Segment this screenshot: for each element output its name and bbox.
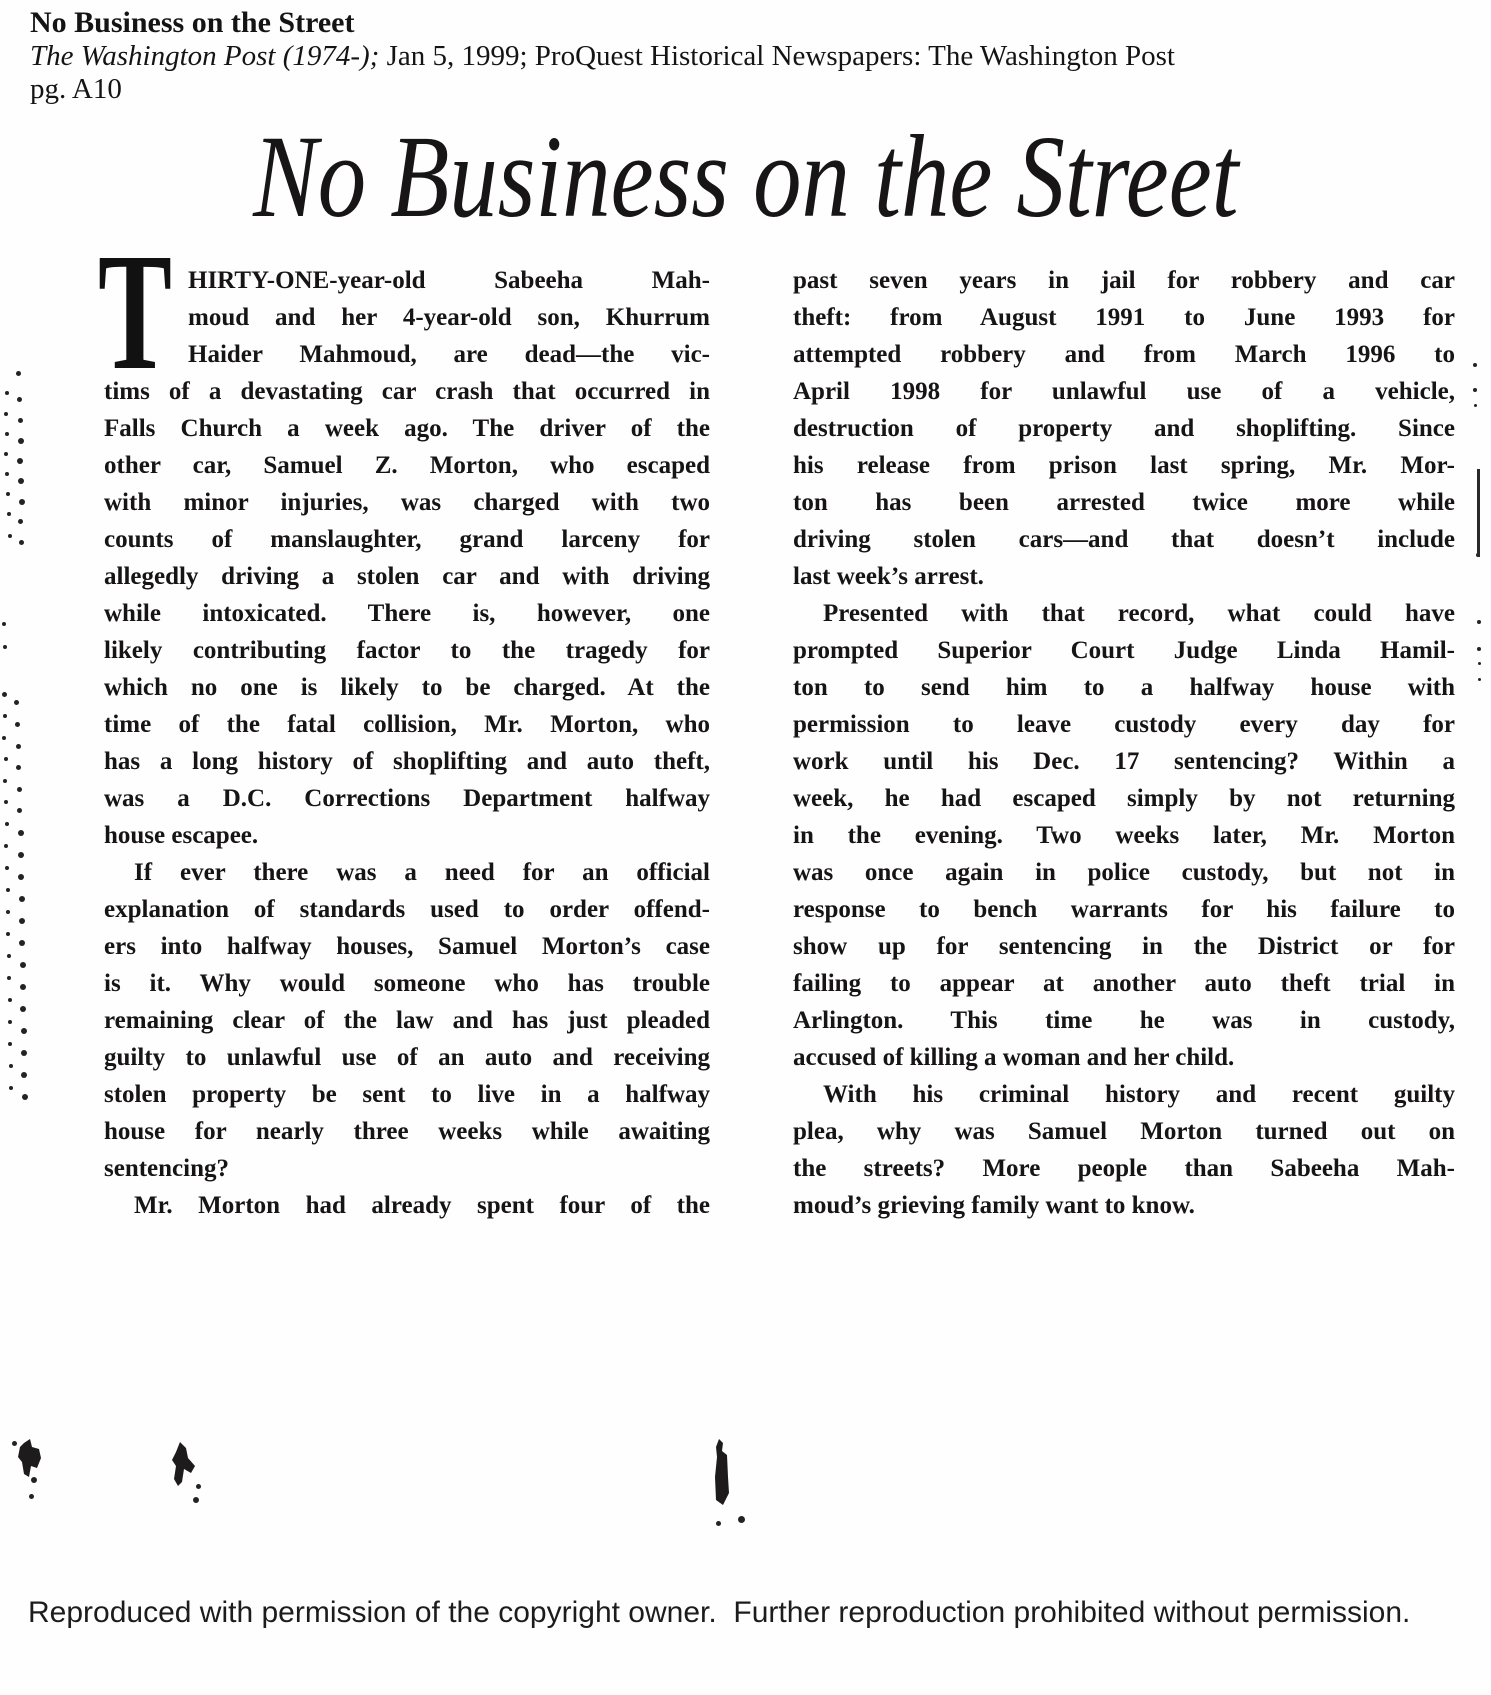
ink-speck	[21, 1050, 27, 1056]
ink-speck	[17, 397, 22, 402]
article-line: driving stolen cars—and that doesn’t include	[793, 526, 1455, 553]
article-line: last week’s arrest.	[793, 563, 984, 590]
ink-speck	[19, 540, 24, 545]
ink-speck	[9, 1086, 13, 1090]
ink-speck	[1478, 662, 1481, 665]
citation-source-italic: The Washington Post (1974-);	[30, 40, 380, 72]
ink-speck	[5, 866, 9, 870]
ink-speck	[4, 844, 8, 848]
article-line: in the evening. Two weeks later, Mr. Morton	[793, 822, 1455, 849]
ink-speck	[1477, 647, 1481, 651]
ink-speck	[3, 645, 7, 649]
article-line: sentencing?	[104, 1155, 229, 1182]
ink-speck	[1478, 678, 1481, 681]
ink-speck	[19, 896, 25, 902]
article-line: prompted Superior Court Judge Linda Hamil-	[793, 637, 1455, 664]
article-line: theft: from August 1991 to June 1993 for	[793, 304, 1455, 331]
drop-cap: T	[98, 219, 172, 405]
article-line: permission to leave custody every day for	[793, 711, 1455, 738]
ink-blob-middle-icon	[168, 1440, 202, 1498]
ink-speck	[29, 1494, 34, 1499]
article-line: was a D.C. Corrections Department halfway	[104, 785, 710, 812]
ink-speck	[20, 1006, 26, 1012]
ink-speck	[22, 1094, 28, 1100]
article-line: counts of manslaughter, grand larceny for	[104, 526, 710, 553]
ink-speck	[8, 1020, 12, 1024]
article-headline	[0, 112, 1491, 242]
ink-speck	[21, 1072, 27, 1078]
ink-speck	[5, 472, 9, 476]
ink-blob-left-icon	[16, 1437, 44, 1489]
ink-speck	[20, 962, 26, 968]
article-line: HIRTY-ONE-year-old Sabeeha Mah-	[188, 267, 710, 294]
ink-speck	[18, 830, 24, 836]
ink-speck	[18, 519, 23, 524]
article-column-left-lines	[104, 262, 710, 1224]
article-line: With his criminal history and recent guilty	[823, 1081, 1455, 1108]
article-line: moud and her 4-year-old son, Khurrum	[188, 304, 710, 331]
ink-speck	[5, 822, 9, 826]
article-line: plea, why was Samuel Morton turned out on	[793, 1118, 1455, 1145]
article-line: ers into halfway houses, Samuel Morton’s case	[104, 933, 710, 960]
article-line: Falls Church a week ago. The driver of the	[104, 415, 710, 442]
ink-speck	[21, 1028, 27, 1034]
article-line: time of the fatal collision, Mr. Morton, who	[104, 711, 710, 738]
article-line: which no one is likely to be charged. At the	[104, 674, 710, 701]
article-line: If ever there was a need for an official	[134, 859, 710, 886]
ink-speck	[5, 432, 9, 436]
article-line: Presented with that record, what could have	[823, 600, 1455, 627]
ink-speck	[17, 808, 22, 813]
ink-speck	[19, 918, 25, 924]
ink-speck	[8, 1042, 12, 1046]
ink-speck	[2, 736, 6, 740]
article-line: week, he had escaped simply by not returning	[793, 785, 1455, 812]
ink-speck	[9, 1064, 13, 1068]
ink-speck	[3, 714, 7, 718]
article-line: Haider Mahmoud, are dead—the vic-	[188, 341, 710, 368]
ink-speck	[18, 478, 24, 484]
article-line: stolen property be sent to live in a halfway	[104, 1081, 710, 1108]
ink-speck	[4, 412, 8, 416]
ink-speck	[4, 800, 8, 804]
ink-speck	[19, 499, 25, 505]
article-line: moud’s grieving family want to know.	[793, 1192, 1195, 1219]
article-line: past seven years in jail for robbery and car	[793, 267, 1455, 294]
ink-speck	[1473, 363, 1477, 367]
ink-speck	[6, 492, 10, 496]
article-line: attempted robbery and from March 1996 to	[793, 341, 1455, 368]
ink-speck	[15, 722, 20, 727]
ink-speck	[18, 418, 23, 423]
article-line: likely contributing factor to the tragedy for	[104, 637, 710, 664]
article-line: ton to send him to a halfway house with	[793, 674, 1455, 701]
article-line: explanation of standards used to order offend-	[104, 896, 710, 923]
ink-speck	[16, 371, 21, 376]
ink-speck	[2, 622, 6, 626]
ink-speck	[4, 452, 8, 456]
drop-cap-spacer	[104, 262, 188, 373]
article-line: was once again in police custody, but not in	[793, 859, 1455, 886]
article-line: house for nearly three weeks while awaiting	[104, 1118, 710, 1145]
citation-title: No Business on the Street	[30, 6, 355, 39]
ink-speck	[6, 932, 10, 936]
ink-speck	[7, 976, 11, 980]
citation-header	[30, 6, 1230, 106]
ink-speck	[17, 787, 22, 792]
ink-speck	[17, 458, 23, 464]
copyright-footer: Reproduced with permission of the copyright owner. Further reproduction prohibited without permission.	[28, 1596, 1411, 1629]
ink-speck	[16, 765, 21, 770]
article-line: April 1998 for unlawful use of a vehicle,	[793, 378, 1455, 405]
citation-page-number: pg. A10	[30, 73, 122, 105]
ink-speck	[8, 534, 12, 538]
ink-speck	[3, 779, 7, 783]
ink-speck	[6, 910, 10, 914]
article-line: accused of killing a woman and her child.	[793, 1044, 1235, 1071]
scan-line-artifact	[1477, 469, 1480, 557]
article-line: other car, Samuel Z. Morton, who escaped	[104, 452, 710, 479]
article-line: destruction of property and shoplifting. Since	[793, 415, 1455, 442]
ink-speck	[5, 391, 9, 395]
article-headline-text: No Business on the Street	[252, 111, 1239, 242]
article-line: his release from prison last spring, Mr. Mor-	[793, 452, 1455, 479]
ink-speck	[738, 1516, 745, 1523]
article-line: ton has been arrested twice more while	[793, 489, 1455, 516]
article-line: with minor injuries, was charged with two	[104, 489, 710, 516]
article-line: show up for sentencing in the District or for	[793, 933, 1455, 960]
ink-speck	[19, 940, 25, 946]
ink-speck	[14, 700, 19, 705]
ink-speck	[20, 984, 26, 990]
article-column-right	[793, 262, 1455, 1224]
article-line: remaining clear of the law and has just pleaded	[104, 1007, 710, 1034]
ink-speck	[1474, 404, 1477, 407]
article-line: while intoxicated. There is, however, one	[104, 600, 710, 627]
ink-speck	[7, 512, 11, 516]
ink-speck	[4, 757, 8, 761]
ink-speck	[1473, 388, 1477, 392]
article-column-left	[104, 262, 710, 1224]
ink-speck	[1477, 620, 1481, 624]
ink-speck	[6, 888, 10, 892]
article-column-right-lines	[793, 262, 1455, 1224]
ink-speck	[18, 438, 24, 444]
ink-speck	[18, 874, 24, 880]
article-line: Mr. Morton had already spent four of the	[134, 1192, 710, 1219]
article-line: has a long history of shoplifting and auto theft,	[104, 748, 710, 775]
ink-blob-right-icon	[710, 1437, 734, 1509]
ink-speck	[716, 1521, 721, 1526]
article-line: guilty to unlawful use of an auto and receiving	[104, 1044, 710, 1071]
article-line: allegedly driving a stolen car and with driving	[104, 563, 710, 590]
article-line: is it. Why would someone who has trouble	[104, 970, 710, 997]
article-line: work until his Dec. 17 sentencing? Within a	[793, 748, 1455, 775]
ink-speck	[8, 998, 12, 1002]
article-line: failing to appear at another auto theft trial in	[793, 970, 1455, 997]
article-line: tims of a devastating car crash that occurred in	[104, 378, 710, 405]
article-line: the streets? More people than Sabeeha Mah-	[793, 1155, 1455, 1182]
citation-source-line	[30, 40, 1230, 73]
ink-speck	[18, 852, 24, 858]
article-line: response to bench warrants for his failure to	[793, 896, 1455, 923]
citation-source-rest: Jan 5, 1999; ProQuest Historical Newspapers: The Washington Post	[379, 40, 1175, 72]
article-line: Arlington. This time he was in custody,	[793, 1007, 1455, 1034]
ink-speck	[7, 954, 11, 958]
ink-speck	[16, 744, 21, 749]
article-line: house escapee.	[104, 822, 259, 849]
ink-speck	[2, 692, 7, 697]
